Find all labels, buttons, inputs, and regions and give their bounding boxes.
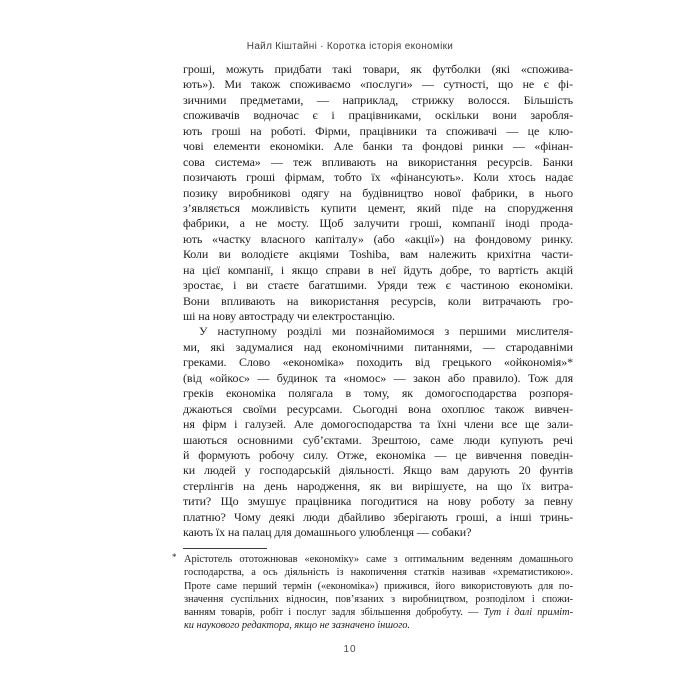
body-text-column: [183, 62, 573, 541]
footnote: [172, 552, 573, 633]
body-text-line: ки людей у господарській діяльності. Якщо вам дарують 20 фунтів: [183, 463, 573, 478]
body-text-line: греками. Слово «економіка» походить від грецького «ойкономія»*: [183, 355, 573, 370]
body-text-line: ня фірм і галузей. Але домогосподарства та їхні члени все ще зали-: [183, 417, 573, 432]
footnote-line: господарства, а ось діяльність із накопичення статків називав «хрематистикою».: [184, 567, 573, 579]
paragraph-next-chapter-intro: [183, 324, 573, 540]
body-text-line: кають їх на палац для домашнього улюбленця — собаки?: [183, 525, 472, 540]
footnote-line: Проте саме перший термін («економіка») прижився, його використовують для по-: [184, 580, 573, 592]
body-text-line: джаються своїми ресурсами. Сьогодні вона охоплює також вивчен-: [183, 401, 573, 416]
body-text-line: гроші, можуть придбати такі товари, як футболки (які «спожива-: [183, 62, 573, 76]
body-text-line: ють гроші на роботі. Фірми, працівники та споживачі — це клю-: [183, 123, 573, 138]
body-text-line: з’являється можливість купити цемент, який піде на спорудження: [183, 200, 573, 215]
body-text-line: ші на нову автостраду чи електростанцію.: [183, 309, 395, 323]
page-number: 10: [343, 644, 357, 655]
footnote-marker: *: [172, 552, 177, 562]
body-text-line: чові елементи економіки. Але банки та фондові ринки — «фінан-: [183, 139, 573, 154]
body-text-line: сова система» — теж впливають на використання ресурсів. Банки: [183, 154, 573, 169]
body-text-line: позику виробникові одягу на будівництво нової фабрики, в нього: [183, 185, 573, 200]
body-text-line: зростає, і ви стаєте багатшими. Уряди теж є частиною економіки.: [183, 278, 573, 293]
body-text-line: шаються основними суб’єктами. Зрештою, саме люди купують речі: [183, 432, 573, 447]
footnote-line-regular-part: ванням товарів, робіт і послуг задля збільшення добробуту. —: [184, 607, 484, 619]
body-text-line: Вони впливають на використання ресурсів, коли витрачають гро-: [183, 293, 573, 308]
footnote-line: ки наукового редактора, якщо не зазначено іншого.: [184, 620, 410, 632]
body-text-line: (від «ойкос» — будинок та «номос» — закон або правило). Тож для: [183, 370, 573, 385]
body-text-line: стерлінгів на день народження, як ви вирішуєте, на що їх витра-: [183, 478, 573, 493]
running-head: Найл Кіштайні · Коротка історія економіки: [246, 41, 454, 52]
body-text-line: ми, які задумалися над економічними питаннями, — стародавніми: [183, 339, 573, 354]
footnote-line: [184, 606, 573, 619]
body-text-line: Коли ви володієте акціями Toshiba, вам належить крихітна части-: [183, 247, 573, 262]
body-text-line: У наступному розділі ми познайомимося з першими мислителя-: [199, 324, 573, 339]
paragraph-continuation: [183, 62, 573, 324]
body-text-line: ють «частку власного капіталу» (або «акції») на фондовому ринку.: [183, 231, 573, 246]
body-text-line: платню? Чому деякі люди дбайливо зберігають гроші, а інші тринь-: [183, 509, 573, 524]
body-text-line: ють»). Ми також споживаємо «послуги» — сутності, що не є фі-: [183, 77, 573, 92]
body-text-line: фабрики, а не мосту. Щоб залучити гроші, компанії іноді прода-: [183, 216, 573, 231]
body-text-line: споживачів водночас є і працівниками, оскільки вони заробля-: [183, 108, 573, 123]
body-text-line: греків економіка полягала в тому, як домогосподарства розпоря-: [183, 386, 573, 401]
body-text-line: зичними предметами, — наприклад, стрижку волосся. Більшість: [183, 92, 573, 107]
body-text-line: й формують робочу силу. Отже, економіка — це вивчення поведін-: [183, 447, 573, 462]
footnote-divider: [183, 548, 267, 549]
body-text-line: позичають гроші фірмам, тобто їх «фінансують». Коли хтось надає: [183, 170, 573, 185]
footnote-line: Арістотель ототожнював «економіку» саме з оптимальним веденням домашнього: [184, 554, 573, 565]
footnote-line-italic-part: Тут і далі приміт-: [483, 607, 573, 619]
footnote-line: значення суспільних відносин, пов’язаних з виробництвом, розподілом і спожи-: [184, 593, 573, 605]
body-text-line: на цієї компанії, і якщо справи в неї йдуть добре, то вартість акцій: [183, 262, 573, 277]
body-text-line: тити? Що змушує працівника погодитися на нову роботу за певну: [183, 494, 573, 509]
